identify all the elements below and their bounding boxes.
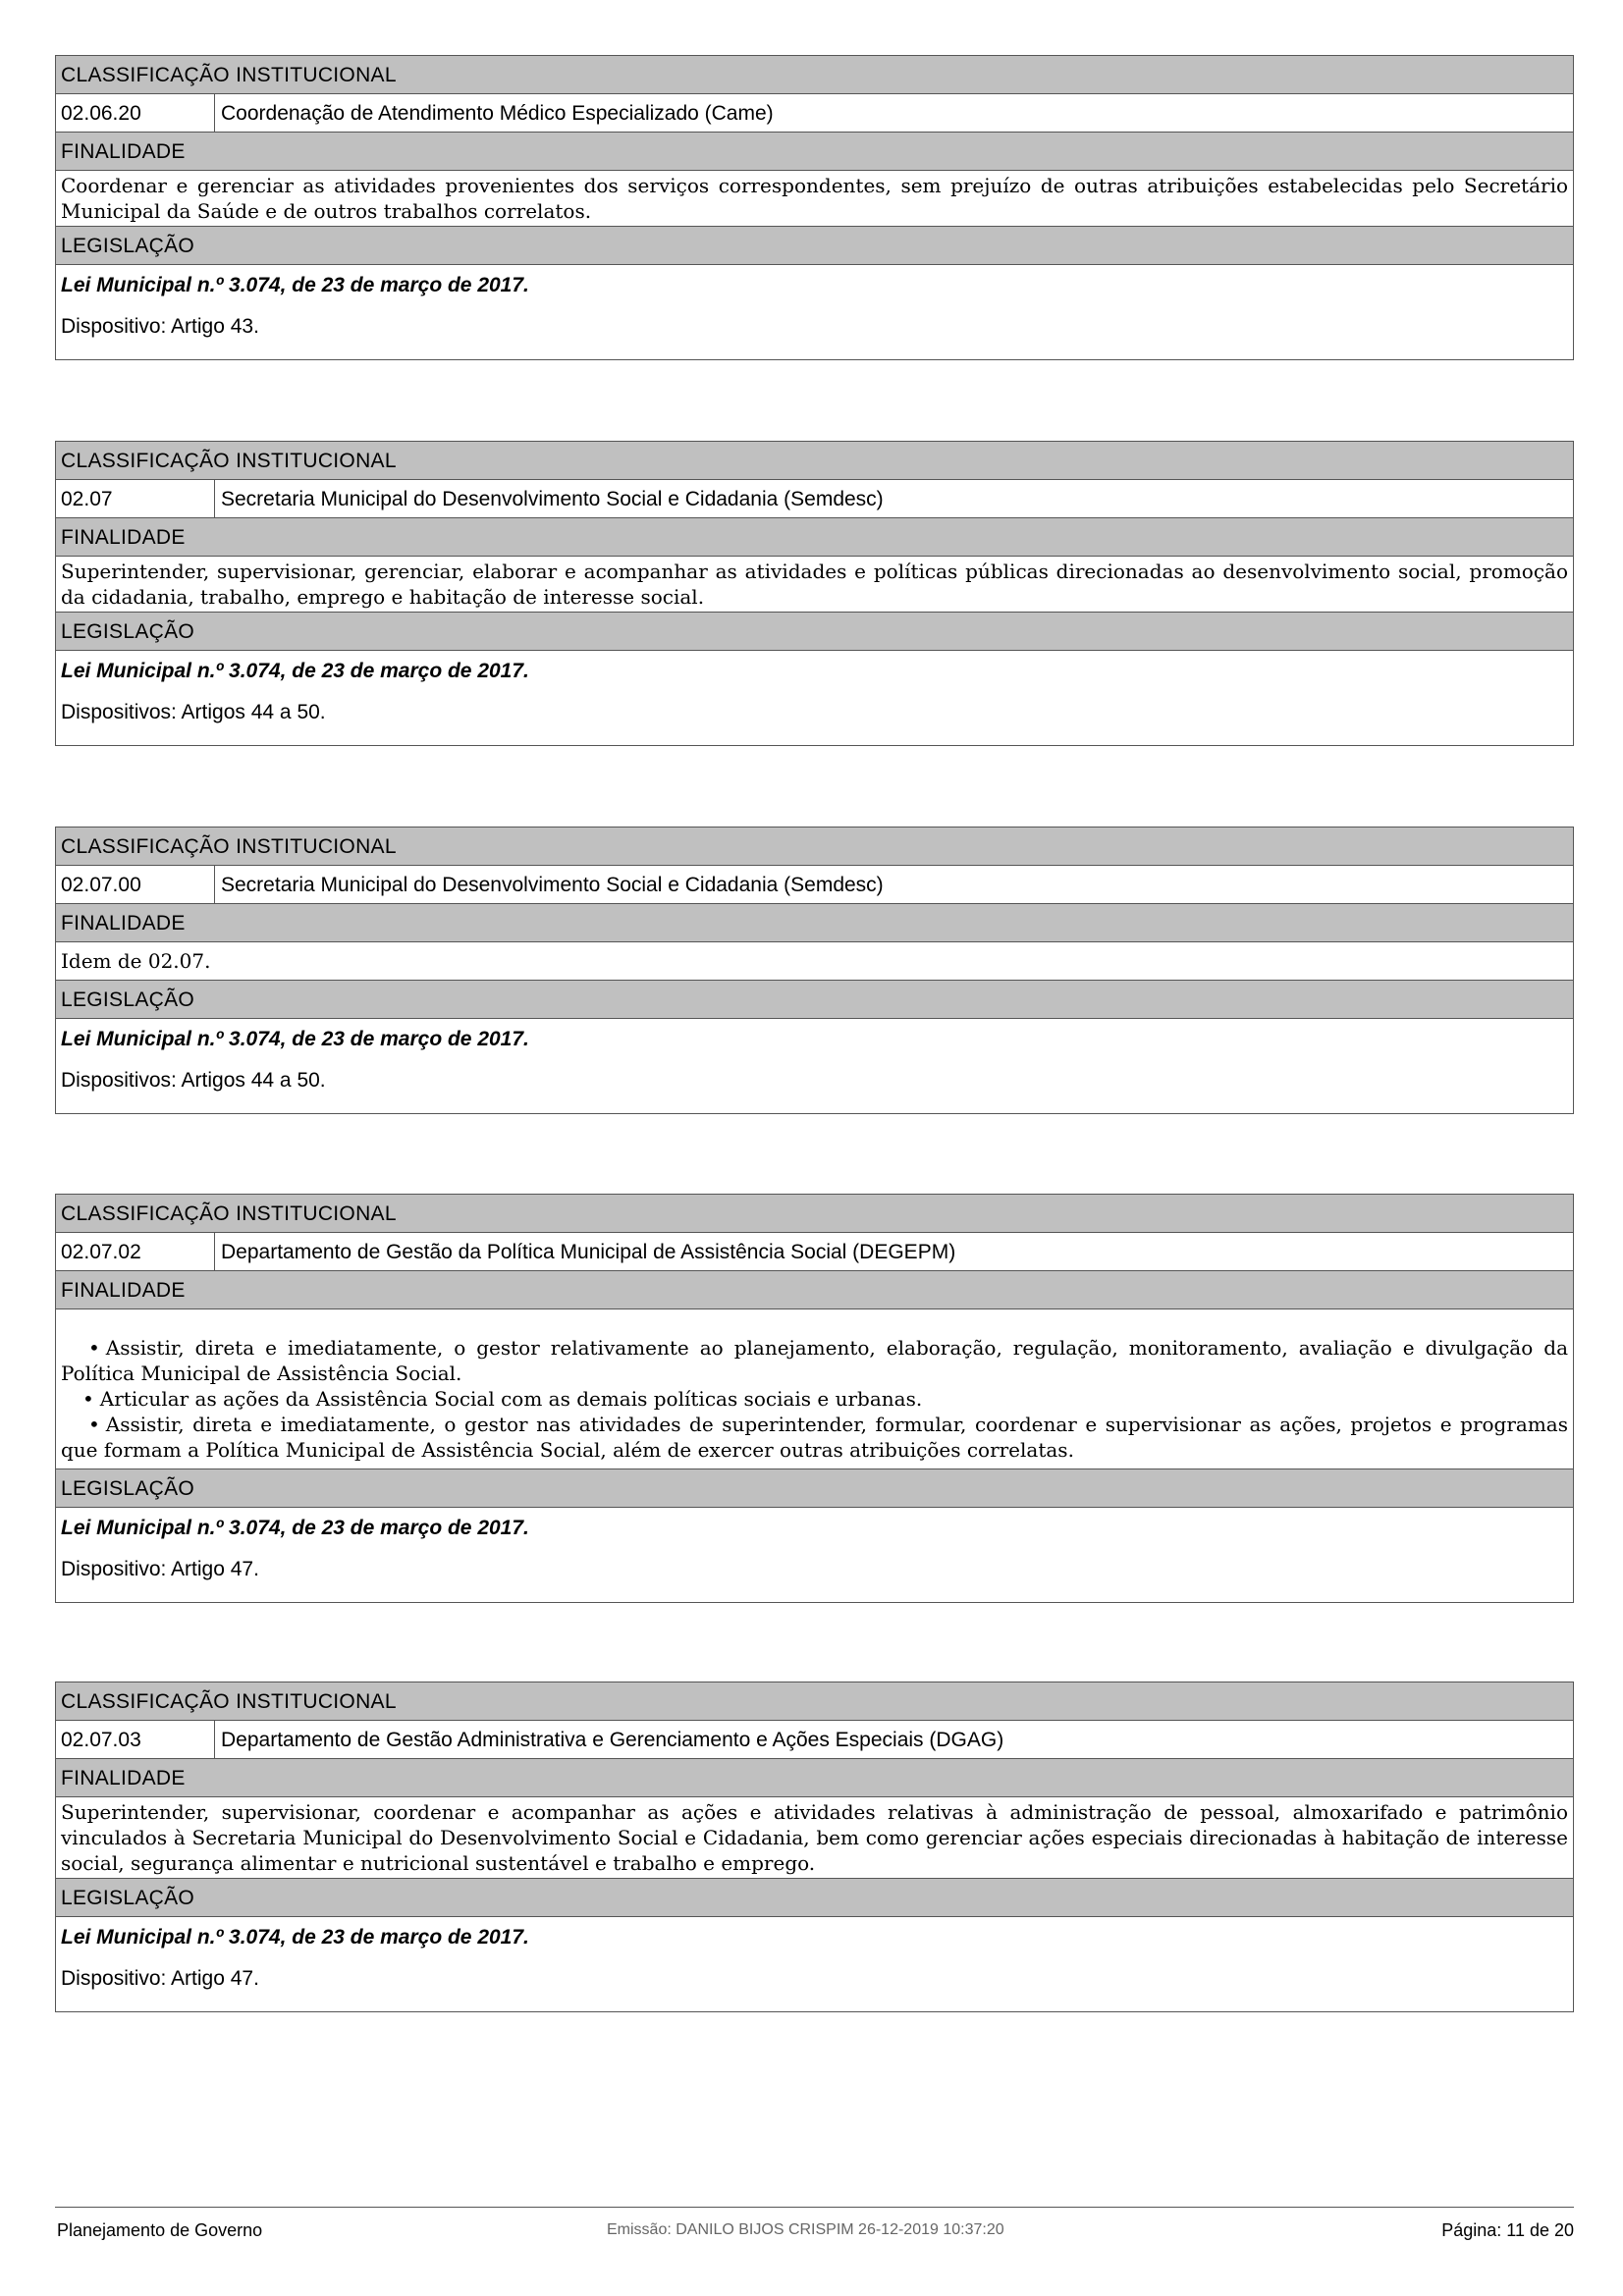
classification-name: Coordenação de Atendimento Médico Especializado (Came) xyxy=(221,102,774,125)
lei-text: Lei Municipal n.º 3.074, de 23 de março de 2017. xyxy=(61,660,529,682)
footer-emission: Emissão: DANILO BIJOS CRISPIM 26-12-2019 10:37:20 xyxy=(607,2221,1004,2238)
lei-text: Lei Municipal n.º 3.074, de 23 de março de 2017. xyxy=(61,1926,529,1949)
finalidade-text: Idem de 02.07. xyxy=(56,942,1573,981)
block-02-07-03 xyxy=(55,1682,1574,2012)
finalidade-header: FINALIDADE xyxy=(56,133,1573,171)
block-02-07 xyxy=(55,441,1574,746)
bullet-icon: • xyxy=(88,1336,100,1360)
classification-row xyxy=(56,1721,1573,1759)
list-item xyxy=(61,1335,1568,1386)
block-02-06-20 xyxy=(55,55,1574,360)
classification-code: 02.07.03 xyxy=(56,1721,215,1758)
legislacao-header: LEGISLAÇÃO xyxy=(56,613,1573,651)
bullet-icon: • xyxy=(88,1413,100,1436)
legislacao-header: LEGISLAÇÃO xyxy=(56,1879,1573,1917)
classificacao-header: CLASSIFICAÇÃO INSTITUCIONAL xyxy=(56,442,1573,480)
legislacao-header: LEGISLAÇÃO xyxy=(56,981,1573,1019)
classification-code: 02.07 xyxy=(56,480,215,517)
footer-divider xyxy=(55,2207,1574,2208)
classificacao-header: CLASSIFICAÇÃO INSTITUCIONAL xyxy=(56,56,1573,94)
classification-row xyxy=(56,94,1573,133)
finalidade-text: Superintender, supervisionar, gerenciar, elaborar e acompanhar as atividades e políticas públicas direcionadas ao desenvolvimento social, promoção da cidadania, trabalho, emprego e habitação de interesse social. xyxy=(56,557,1573,613)
footer-left: Planejamento de Governo xyxy=(57,2220,263,2240)
list-item-text: Assistir, direta e imediatamente, o gestor nas atividades de superintender, formular, coordenar e supervisionar as ações, projetos e programas que formam a Política Municipal de Assistência Social, além de exercer outras atribuições correlatas. xyxy=(61,1413,1568,1462)
classification-code: 02.06.20 xyxy=(56,94,215,132)
legislacao-body xyxy=(56,1508,1573,1602)
legislacao-body xyxy=(56,265,1573,359)
lei-text: Lei Municipal n.º 3.074, de 23 de março de 2017. xyxy=(61,274,529,296)
classificacao-header: CLASSIFICAÇÃO INSTITUCIONAL xyxy=(56,1682,1573,1721)
classification-name: Departamento de Gestão Administrativa e Gerenciamento e Ações Especiais (DGAG) xyxy=(221,1729,1004,1751)
finalidade-list xyxy=(56,1309,1573,1469)
legislacao-header: LEGISLAÇÃO xyxy=(56,227,1573,265)
classification-row xyxy=(56,866,1573,904)
classification-name: Secretaria Municipal do Desenvolvimento Social e Cidadania (Semdesc) xyxy=(221,488,884,510)
lei-text: Lei Municipal n.º 3.074, de 23 de março de 2017. xyxy=(61,1028,529,1050)
finalidade-header: FINALIDADE xyxy=(56,518,1573,557)
classification-code: 02.07.02 xyxy=(56,1233,215,1270)
list-item-text: Assistir, direta e imediatamente, o gestor relativamente ao planejamento, elaboração, regulação, monitoramento, avaliação e divulgação da Política Municipal de Assistência Social. xyxy=(61,1336,1568,1385)
finalidade-text: Superintender, supervisionar, coordenar e acompanhar as ações e atividades relativas à administração de pessoal, almoxarifado e patrimônio vinculados à Secretaria Municipal do Desenvolvimento Social e Cidadania, bem como gerenciar ações especiais direcionadas à habitação de interesse social, segurança alimentar e nutricional sustentável e trabalho e emprego. xyxy=(56,1797,1573,1879)
legislacao-body xyxy=(56,1917,1573,2011)
classificacao-header: CLASSIFICAÇÃO INSTITUCIONAL xyxy=(56,828,1573,866)
list-item xyxy=(61,1412,1568,1463)
legislacao-body xyxy=(56,651,1573,745)
classification-row xyxy=(56,1233,1573,1271)
finalidade-text: Coordenar e gerenciar as atividades provenientes dos serviços correspondentes, sem prejuízo de outras atribuições estabelecidas pelo Secretário Municipal da Saúde e de outros trabalhos correlatos. xyxy=(56,171,1573,227)
lei-text: Lei Municipal n.º 3.074, de 23 de março de 2017. xyxy=(61,1517,529,1539)
classification-row xyxy=(56,480,1573,518)
page-number: Página: 11 de 20 xyxy=(1441,2220,1574,2240)
dispositivo-text: Dispositivo: Artigo 47. xyxy=(61,1558,259,1580)
dispositivo-text: Dispositivo: Artigo 43. xyxy=(61,315,259,338)
legislacao-header: LEGISLAÇÃO xyxy=(56,1469,1573,1508)
finalidade-header: FINALIDADE xyxy=(56,904,1573,942)
finalidade-header: FINALIDADE xyxy=(56,1759,1573,1797)
classificacao-header: CLASSIFICAÇÃO INSTITUCIONAL xyxy=(56,1195,1573,1233)
classification-name: Departamento de Gestão da Política Municipal de Assistência Social (DEGEPM) xyxy=(221,1241,956,1263)
list-item xyxy=(61,1386,1568,1412)
dispositivo-text: Dispositivos: Artigos 44 a 50. xyxy=(61,701,326,723)
list-item-text: Articular as ações da Assistência Social com as demais políticas sociais e urbanas. xyxy=(99,1387,923,1411)
dispositivo-text: Dispositivos: Artigos 44 a 50. xyxy=(61,1069,326,1092)
legislacao-body xyxy=(56,1019,1573,1113)
classification-name: Secretaria Municipal do Desenvolvimento Social e Cidadania (Semdesc) xyxy=(221,874,884,896)
bullet-icon: • xyxy=(82,1387,94,1411)
block-02-07-00 xyxy=(55,827,1574,1114)
finalidade-header: FINALIDADE xyxy=(56,1271,1573,1309)
block-02-07-02 xyxy=(55,1194,1574,1603)
classification-code: 02.07.00 xyxy=(56,866,215,903)
dispositivo-text: Dispositivo: Artigo 47. xyxy=(61,1967,259,1990)
